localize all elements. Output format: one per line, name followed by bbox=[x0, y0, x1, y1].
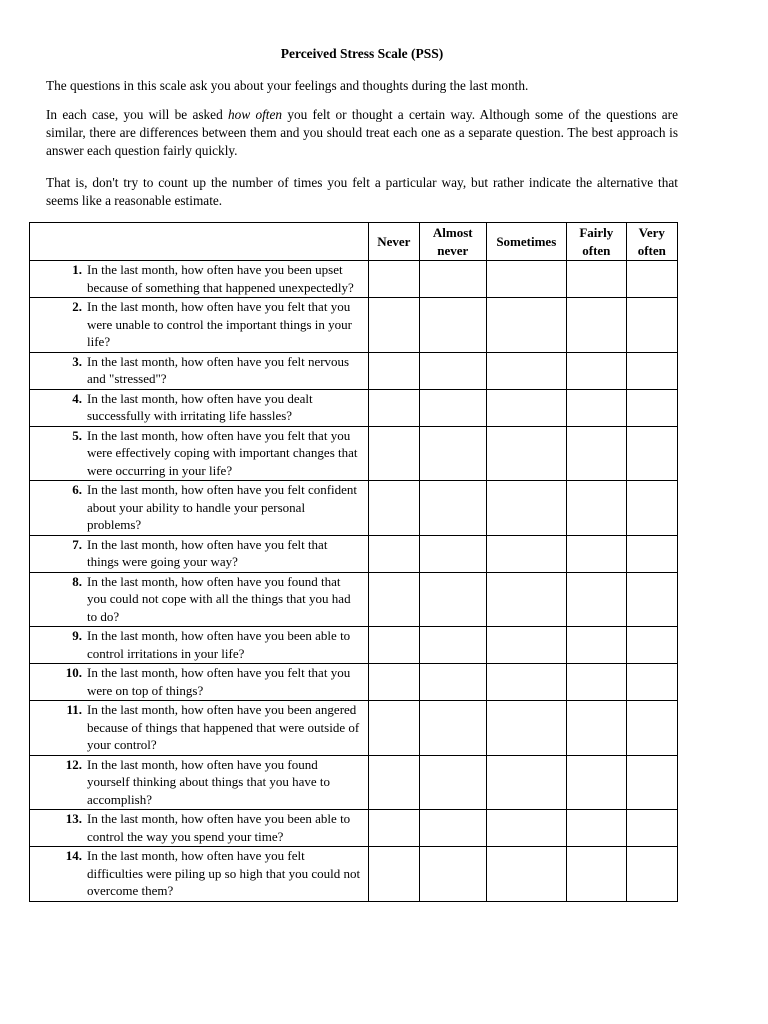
answer-cell-sometimes[interactable] bbox=[486, 389, 567, 426]
question-cell bbox=[30, 298, 369, 353]
answer-cell-sometimes[interactable] bbox=[486, 755, 567, 810]
question-number: 13. bbox=[65, 811, 82, 826]
table-row bbox=[30, 810, 678, 847]
answer-cell-fairly-often[interactable] bbox=[567, 572, 626, 627]
answer-cell-never[interactable] bbox=[368, 481, 419, 536]
question-cell bbox=[30, 755, 369, 810]
header-almost-never: Almost never bbox=[420, 223, 487, 261]
question-cell bbox=[30, 572, 369, 627]
answer-cell-never[interactable] bbox=[368, 261, 419, 298]
question-cell bbox=[30, 426, 369, 481]
question-text: In the last month, how often have you felt that things were going your way? bbox=[87, 536, 328, 569]
answer-cell-never[interactable] bbox=[368, 298, 419, 353]
answer-cell-very-often[interactable] bbox=[626, 426, 677, 481]
table-row bbox=[30, 298, 678, 353]
question-text: In the last month, how often have you been angered because of things that happened that were outside of your control? bbox=[87, 702, 360, 752]
answer-cell-almost-never[interactable] bbox=[420, 352, 487, 389]
answer-cell-very-often[interactable] bbox=[626, 572, 677, 627]
intro-paragraph-3: That is, don't try to count up the number of times you felt a particular way, but rather indicate the alternative that seems like a reasonable estimate. bbox=[46, 175, 678, 208]
table-row bbox=[30, 701, 678, 756]
answer-cell-very-often[interactable] bbox=[626, 847, 677, 902]
answer-cell-very-often[interactable] bbox=[626, 755, 677, 810]
question-text: In the last month, how often have you felt that you were on top of things? bbox=[87, 665, 351, 698]
table-body bbox=[30, 261, 678, 902]
answer-cell-almost-never[interactable] bbox=[420, 389, 487, 426]
answer-cell-never[interactable] bbox=[368, 572, 419, 627]
answer-cell-very-often[interactable] bbox=[626, 298, 677, 353]
answer-cell-almost-never[interactable] bbox=[420, 572, 487, 627]
answer-cell-almost-never[interactable] bbox=[420, 810, 487, 847]
question-cell bbox=[30, 481, 369, 536]
answer-cell-never[interactable] bbox=[368, 389, 419, 426]
answer-cell-sometimes[interactable] bbox=[486, 810, 567, 847]
question-cell bbox=[30, 847, 369, 902]
answer-cell-fairly-often[interactable] bbox=[567, 535, 626, 572]
answer-cell-sometimes[interactable] bbox=[486, 572, 567, 627]
answer-cell-fairly-often[interactable] bbox=[567, 627, 626, 664]
answer-cell-almost-never[interactable] bbox=[420, 426, 487, 481]
answer-cell-almost-never[interactable] bbox=[420, 755, 487, 810]
question-text: In the last month, how often have you been able to control the way you spend your time? bbox=[87, 811, 351, 844]
answer-cell-almost-never[interactable] bbox=[420, 627, 487, 664]
answer-cell-fairly-often[interactable] bbox=[567, 664, 626, 701]
question-text: In the last month, how often have you been upset because of something that happened unexpectedly? bbox=[87, 262, 354, 295]
question-cell bbox=[30, 627, 369, 664]
answer-cell-never[interactable] bbox=[368, 664, 419, 701]
answer-cell-almost-never[interactable] bbox=[420, 535, 487, 572]
answer-cell-never[interactable] bbox=[368, 352, 419, 389]
answer-cell-sometimes[interactable] bbox=[486, 298, 567, 353]
answer-cell-sometimes[interactable] bbox=[486, 481, 567, 536]
answer-cell-very-often[interactable] bbox=[626, 664, 677, 701]
header-fairly-often: Fairly often bbox=[567, 223, 626, 261]
answer-cell-never[interactable] bbox=[368, 755, 419, 810]
header-question-blank bbox=[30, 223, 369, 261]
question-cell bbox=[30, 389, 369, 426]
answer-cell-very-often[interactable] bbox=[626, 627, 677, 664]
answer-cell-sometimes[interactable] bbox=[486, 535, 567, 572]
answer-cell-fairly-often[interactable] bbox=[567, 352, 626, 389]
question-text: In the last month, how often have you felt that you were unable to control the important things in your life? bbox=[87, 299, 352, 349]
question-text: In the last month, how often have you felt difficulties were piling up so high that you could not overcome them? bbox=[87, 848, 361, 898]
question-text: In the last month, how often have you found that you could not cope with all the things that you had to do? bbox=[87, 573, 351, 624]
intro-paragraph-2-emphasis: how often bbox=[228, 107, 283, 122]
question-text: In the last month, how often have you found yourself thinking about things that you have to accomplish? bbox=[87, 756, 330, 807]
question-text: In the last month, how often have you felt nervous and "stressed"? bbox=[87, 353, 350, 386]
table-row bbox=[30, 627, 678, 664]
answer-cell-almost-never[interactable] bbox=[420, 261, 487, 298]
question-text: In the last month, how often have you felt that you were effectively coping with important changes that were occurring in your life? bbox=[87, 427, 358, 478]
question-text: In the last month, how often have you dealt successfully with irritating life hassles? bbox=[87, 390, 313, 423]
question-number: 11. bbox=[66, 702, 82, 717]
answer-cell-fairly-often[interactable] bbox=[567, 426, 626, 481]
table-row bbox=[30, 755, 678, 810]
answer-cell-very-often[interactable] bbox=[626, 481, 677, 536]
header-never: Never bbox=[368, 223, 419, 261]
answer-cell-sometimes[interactable] bbox=[486, 261, 567, 298]
answer-cell-sometimes[interactable] bbox=[486, 352, 567, 389]
answer-cell-never[interactable] bbox=[368, 426, 419, 481]
answer-cell-sometimes[interactable] bbox=[486, 701, 567, 756]
answer-cell-fairly-often[interactable] bbox=[567, 481, 626, 536]
question-number: 1. bbox=[72, 262, 82, 277]
answer-cell-almost-never[interactable] bbox=[420, 847, 487, 902]
table-row bbox=[30, 572, 678, 627]
answer-cell-very-often[interactable] bbox=[626, 389, 677, 426]
answer-cell-sometimes[interactable] bbox=[486, 627, 567, 664]
answer-cell-never[interactable] bbox=[368, 847, 419, 902]
table-row bbox=[30, 535, 678, 572]
answer-cell-never[interactable] bbox=[368, 810, 419, 847]
answer-cell-very-often[interactable] bbox=[626, 261, 677, 298]
header-very-often: Very often bbox=[626, 223, 677, 261]
question-number: 7. bbox=[72, 536, 82, 552]
question-number: 14. bbox=[65, 848, 82, 863]
question-number: 8. bbox=[72, 573, 82, 589]
question-cell bbox=[30, 701, 369, 756]
question-cell bbox=[30, 664, 369, 701]
answer-cell-almost-never[interactable] bbox=[420, 298, 487, 353]
question-cell bbox=[30, 535, 369, 572]
table-header-row bbox=[30, 223, 678, 261]
answer-cell-almost-never[interactable] bbox=[420, 664, 487, 701]
question-text: In the last month, how often have you been able to control irritations in your life? bbox=[87, 628, 351, 661]
table-row bbox=[30, 261, 678, 298]
question-cell bbox=[30, 810, 369, 847]
question-number: 12. bbox=[65, 756, 82, 772]
header-sometimes: Sometimes bbox=[486, 223, 567, 261]
table-row bbox=[30, 664, 678, 701]
document-title: Perceived Stress Scale (PSS) bbox=[280, 46, 444, 61]
answer-cell-fairly-often[interactable] bbox=[567, 755, 626, 810]
question-number: 9. bbox=[72, 628, 82, 643]
answer-cell-very-often[interactable] bbox=[626, 810, 677, 847]
question-cell bbox=[30, 261, 369, 298]
answer-cell-very-often[interactable] bbox=[626, 352, 677, 389]
question-number: 10. bbox=[65, 665, 82, 680]
table-row bbox=[30, 426, 678, 481]
table-row bbox=[30, 847, 678, 902]
answer-cell-never[interactable] bbox=[368, 627, 419, 664]
question-number: 3. bbox=[72, 353, 82, 369]
intro-paragraph-2-end: you felt or thought a certain way. Although some of the questions are similar, there are differences between them and you should treat each one as a separate question. The best approach is answer each question fairly quickly. bbox=[46, 107, 679, 158]
intro-paragraph-2 bbox=[46, 106, 678, 160]
question-cell bbox=[30, 352, 369, 389]
table-row bbox=[30, 481, 678, 536]
table-row bbox=[30, 352, 678, 389]
answer-cell-never[interactable] bbox=[368, 535, 419, 572]
answer-cell-fairly-often[interactable] bbox=[567, 389, 626, 426]
answer-cell-never[interactable] bbox=[368, 701, 419, 756]
intro-paragraph-1: The questions in this scale ask you about your feelings and thoughts during the last month. bbox=[46, 78, 529, 93]
question-number: 5. bbox=[72, 427, 82, 443]
answer-cell-almost-never[interactable] bbox=[420, 701, 487, 756]
answer-cell-very-often[interactable] bbox=[626, 701, 677, 756]
table-row bbox=[30, 389, 678, 426]
intro-paragraph-2-start: In each case, you will be asked bbox=[46, 107, 229, 122]
answer-cell-sometimes[interactable] bbox=[486, 664, 567, 701]
pss-question-table bbox=[29, 222, 678, 902]
answer-cell-fairly-often[interactable] bbox=[567, 298, 626, 353]
answer-cell-fairly-often[interactable] bbox=[567, 810, 626, 847]
answer-cell-fairly-often[interactable] bbox=[567, 847, 626, 902]
question-number: 6. bbox=[72, 482, 82, 497]
question-text: In the last month, how often have you felt confident about your ability to handle your personal problems? bbox=[87, 482, 358, 532]
answer-cell-sometimes[interactable] bbox=[486, 426, 567, 481]
question-number: 4. bbox=[72, 390, 82, 406]
answer-cell-sometimes[interactable] bbox=[486, 847, 567, 902]
answer-cell-fairly-often[interactable] bbox=[567, 701, 626, 756]
question-number: 2. bbox=[72, 299, 82, 314]
answer-cell-almost-never[interactable] bbox=[420, 481, 487, 536]
answer-cell-very-often[interactable] bbox=[626, 535, 677, 572]
answer-cell-fairly-often[interactable] bbox=[567, 261, 626, 298]
